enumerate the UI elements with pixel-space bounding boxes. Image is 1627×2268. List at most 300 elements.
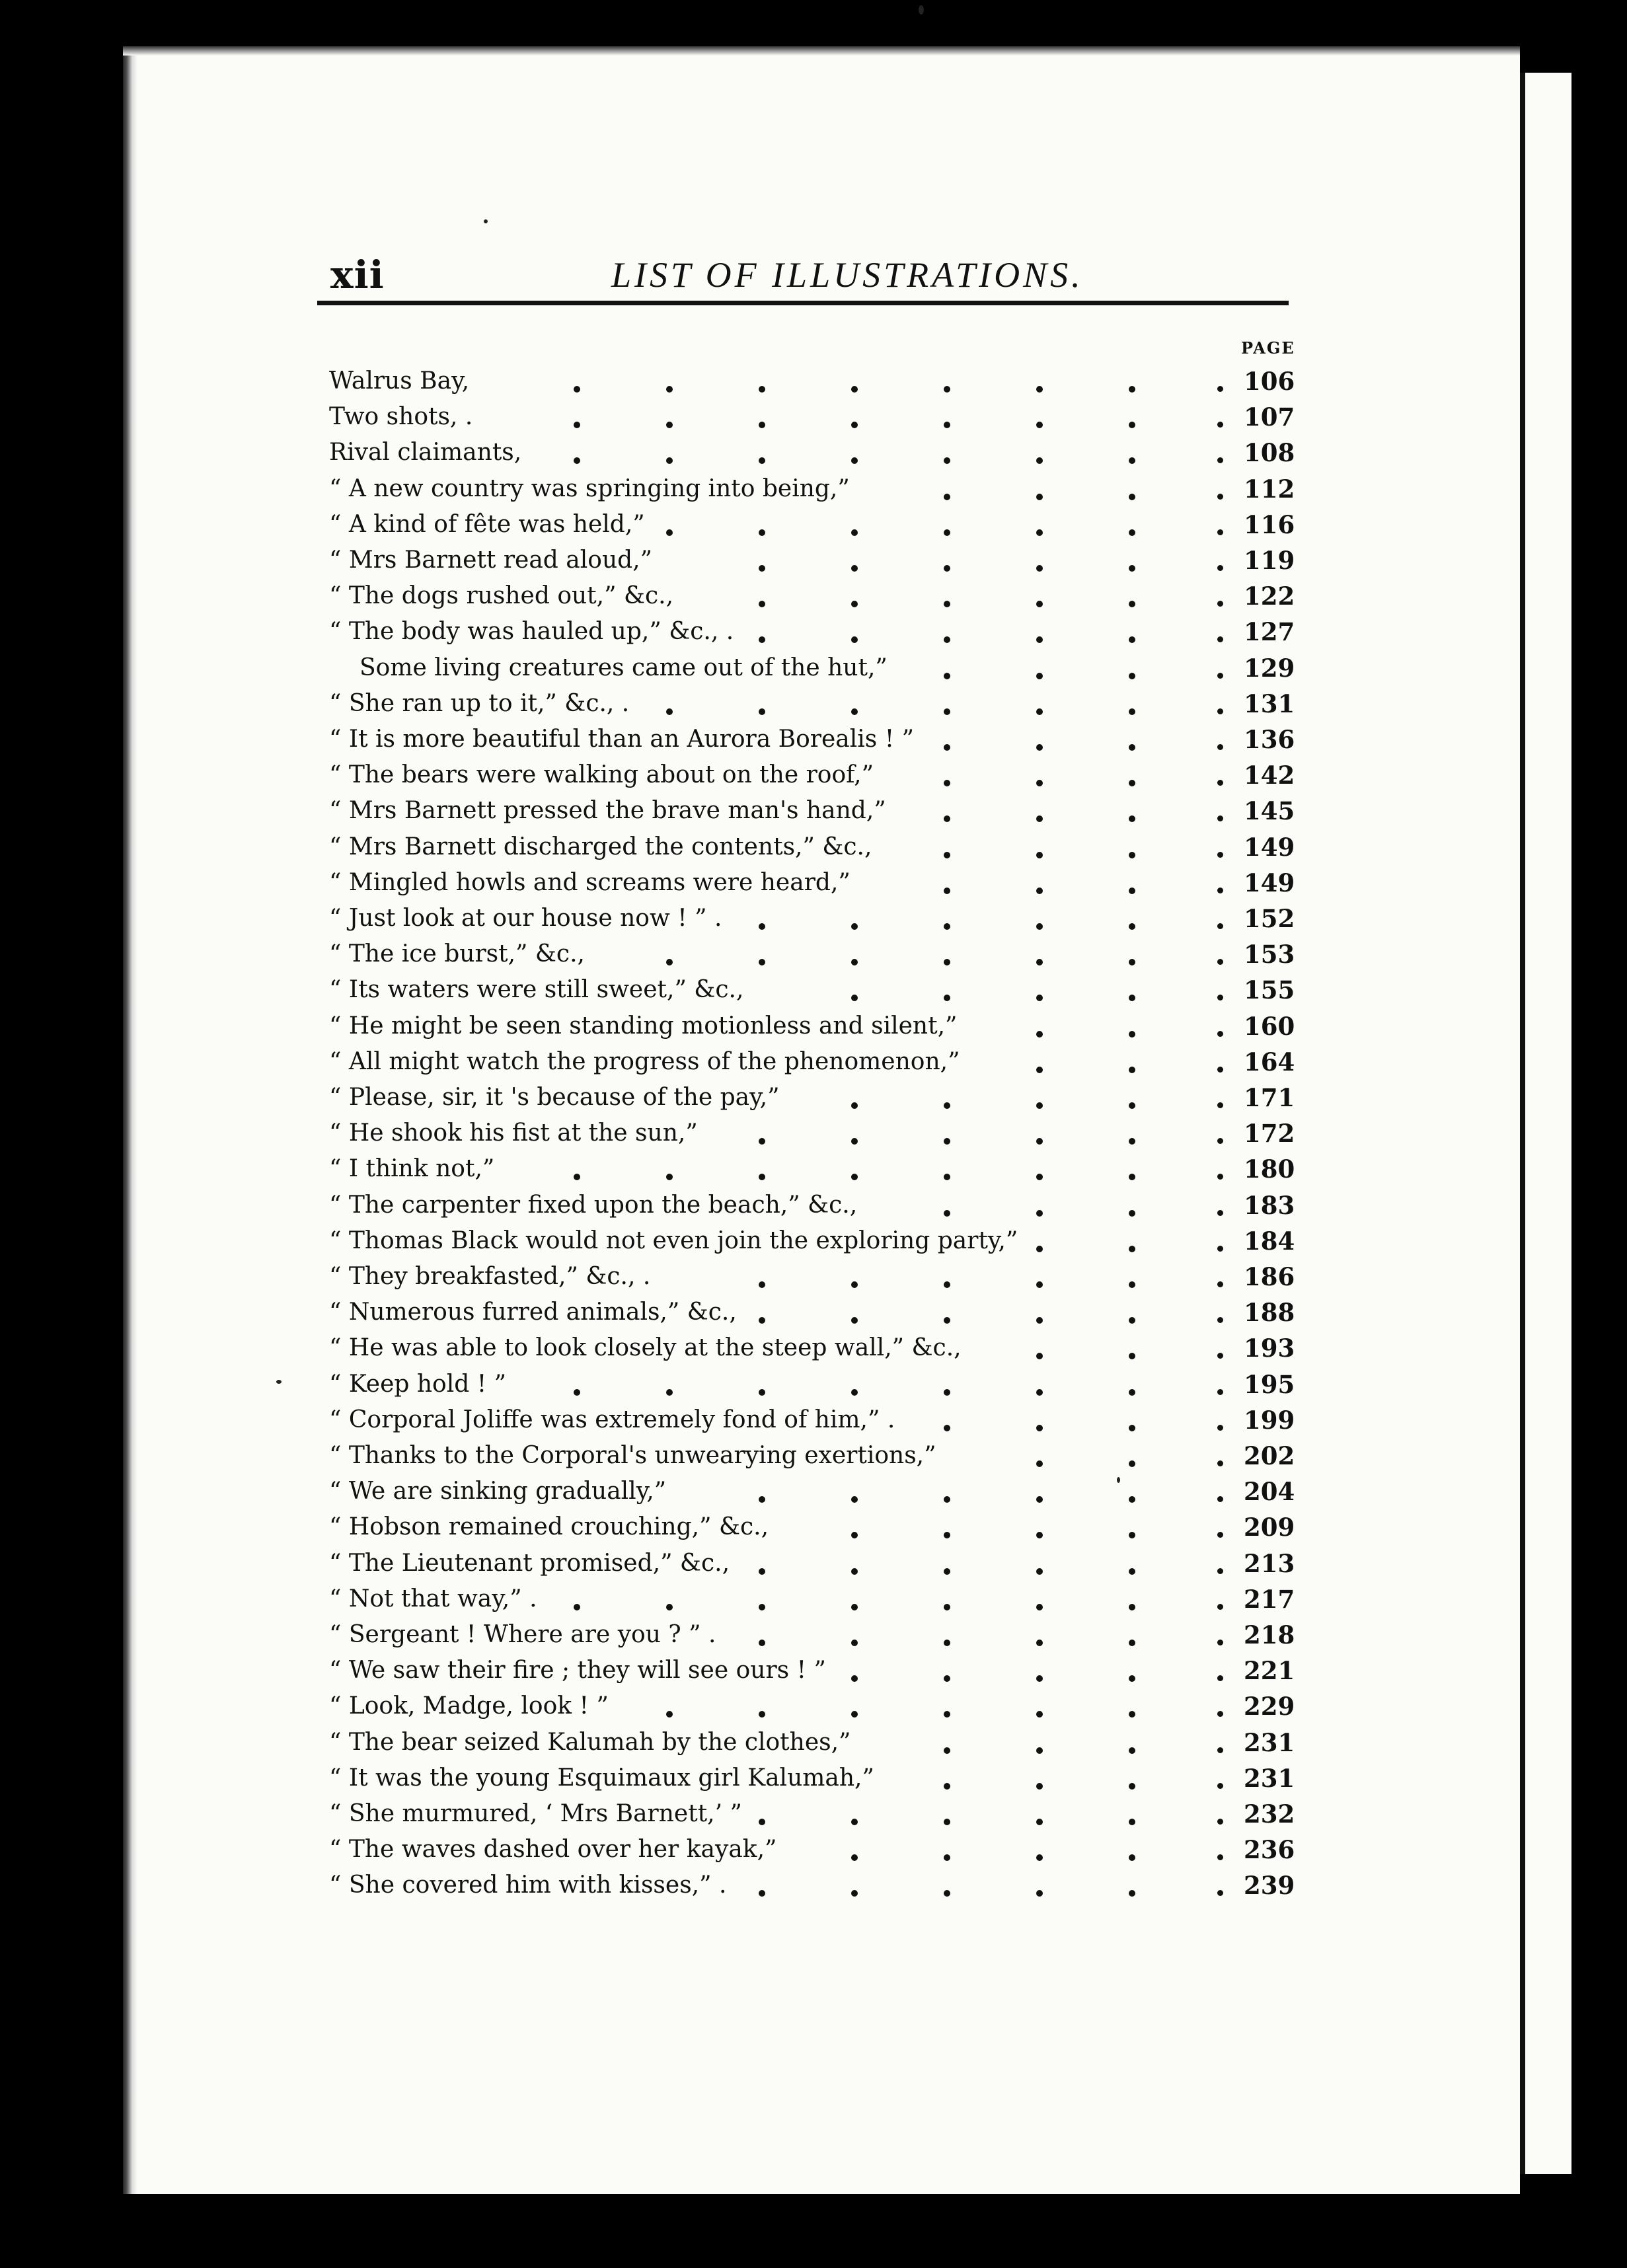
leader-dot — [666, 422, 673, 428]
leader-dot — [574, 386, 580, 393]
leader-dot — [759, 1640, 765, 1646]
illustration-entry — [0, 901, 1627, 936]
leader-dot — [1129, 386, 1135, 393]
leader-dot — [1036, 1890, 1043, 1897]
entry-caption: “ It is more beautiful than an Aurora Borealis ! ” — [329, 726, 915, 753]
leader-dot — [759, 601, 765, 607]
leader-dot — [1036, 601, 1043, 607]
leader-dot — [851, 1568, 858, 1575]
entry-caption: “ The Lieutenant promised,” &c., — [329, 1549, 730, 1577]
leader-dot — [944, 815, 950, 822]
leader-dot — [574, 457, 580, 464]
illustration-entry — [0, 1688, 1627, 1724]
leader-dot — [851, 1389, 858, 1396]
illustration-entry — [0, 1617, 1627, 1653]
leader-dot — [1036, 1031, 1043, 1038]
leader-dot — [1036, 673, 1043, 679]
entry-caption: “ The body was hauled up,” &c., . — [329, 618, 734, 646]
leader-dot — [944, 1747, 950, 1754]
leader-dot — [1129, 959, 1135, 965]
leader-dot — [759, 386, 765, 393]
leader-dot — [1129, 1174, 1135, 1180]
leader-dot — [1129, 1819, 1135, 1825]
leader-dot — [1129, 1389, 1135, 1396]
illustration-entry — [0, 1402, 1627, 1438]
entry-page-number: 131 — [1244, 686, 1295, 722]
leader-dot — [1036, 888, 1043, 894]
leader-dot — [1129, 1568, 1135, 1575]
leader-dot — [851, 1281, 858, 1288]
illustration-entry — [0, 1115, 1627, 1151]
leader-dot — [1129, 1675, 1135, 1682]
leader-dot — [944, 565, 950, 572]
leader-dot — [851, 923, 858, 930]
leader-dot — [944, 636, 950, 643]
leader-dot — [944, 995, 950, 1001]
leader-dot — [574, 1389, 580, 1396]
illustration-entry — [0, 1008, 1627, 1044]
entry-caption: “ Not that way,” . — [329, 1585, 537, 1612]
leader-dot — [851, 1819, 858, 1825]
entry-caption: “ Hobson remained crouching,” &c., — [329, 1513, 769, 1541]
illustration-entry — [0, 399, 1627, 435]
illustration-entry — [0, 471, 1627, 507]
leader-dot — [1036, 1317, 1043, 1324]
leader-dot — [666, 1389, 673, 1396]
leader-dot — [944, 422, 950, 428]
leader-dot — [851, 529, 858, 536]
illustration-entry — [0, 1546, 1627, 1581]
leader-dot — [1036, 1604, 1043, 1610]
entry-caption: Rival claimants, — [329, 439, 522, 467]
illustration-entry — [0, 865, 1627, 901]
entry-caption: “ She murmured, ‘ Mrs Barnett,’ ” — [329, 1800, 742, 1827]
entry-caption: “ Sergeant ! Where are you ? ” . — [329, 1621, 716, 1648]
entry-caption: “ They breakfasted,” &c., . — [329, 1263, 651, 1290]
leader-dot — [944, 1425, 950, 1431]
illustration-entry — [0, 1474, 1627, 1509]
entry-page-number: 149 — [1244, 829, 1295, 865]
illustration-entry — [0, 507, 1627, 543]
illustration-entry — [0, 1760, 1627, 1796]
leader-dot — [1036, 744, 1043, 751]
entry-caption: Some living creatures came out of the hut,” — [359, 654, 888, 681]
leader-dot — [1036, 1675, 1043, 1682]
leader-dot — [1129, 636, 1135, 643]
entry-caption: “ Its waters were still sweet,” &c., — [329, 976, 744, 1004]
leader-dot — [851, 1711, 858, 1718]
leader-dot — [574, 1604, 580, 1610]
leader-dot — [1036, 780, 1043, 786]
leader-dot — [851, 1854, 858, 1861]
leader-dot — [759, 1317, 765, 1324]
entry-page-number: 229 — [1244, 1688, 1295, 1724]
leader-dot — [1036, 1496, 1043, 1503]
leader-dot — [1036, 852, 1043, 858]
leader-dot — [944, 494, 950, 500]
illustration-entry — [0, 1151, 1627, 1187]
entry-page-number: 209 — [1244, 1509, 1295, 1545]
leader-dot — [1129, 815, 1135, 822]
entry-page-number: 188 — [1244, 1295, 1295, 1330]
leader-dot — [1129, 673, 1135, 679]
illustration-entry — [0, 578, 1627, 614]
leader-dot — [851, 1496, 858, 1503]
leader-dot — [1036, 1568, 1043, 1575]
leader-dot — [1036, 1210, 1043, 1217]
leader-dot — [1036, 1246, 1043, 1252]
entry-page-number: 149 — [1244, 865, 1295, 901]
leader-dot — [944, 601, 950, 607]
leader-dot — [1036, 1711, 1043, 1718]
leader-dot — [851, 1174, 858, 1180]
leader-dot — [1036, 1174, 1043, 1180]
leader-dot — [759, 1281, 765, 1288]
leader-dot — [944, 1640, 950, 1646]
leader-dot — [1036, 1747, 1043, 1754]
leader-dot — [666, 1711, 673, 1718]
entry-caption: “ Just look at our house now ! ” . — [329, 905, 722, 932]
entry-page-number: 153 — [1244, 936, 1295, 972]
leader-dot — [1129, 923, 1135, 930]
illustration-entry — [0, 1223, 1627, 1259]
leader-dot — [1129, 1854, 1135, 1861]
illustration-entry — [0, 614, 1627, 650]
leader-dot — [1129, 422, 1135, 428]
illustration-entry — [0, 1188, 1627, 1223]
illustration-entry — [0, 1330, 1627, 1366]
illustration-entry — [0, 686, 1627, 722]
leader-dot — [1129, 1210, 1135, 1217]
leader-dot — [944, 1496, 950, 1503]
leader-dot — [1036, 565, 1043, 572]
leader-dot — [1129, 1890, 1135, 1897]
illustration-entry — [0, 1868, 1627, 1903]
leader-dot — [851, 708, 858, 715]
leader-dot — [759, 1711, 765, 1718]
entry-caption: “ He might be seen standing motionless and silent,” — [329, 1012, 958, 1040]
entry-page-number: 155 — [1244, 972, 1295, 1008]
entry-caption: “ We are sinking gradually,” — [329, 1478, 667, 1505]
entry-caption: Walrus Bay, — [329, 367, 470, 395]
entry-caption: “ He shook his fist at the sun,” — [329, 1119, 698, 1147]
leader-dot — [1036, 1281, 1043, 1288]
illustration-entry — [0, 722, 1627, 757]
leader-dot — [1129, 1317, 1135, 1324]
entry-page-number: 186 — [1244, 1259, 1295, 1295]
leader-dot — [851, 386, 858, 393]
leader-dot — [1129, 1102, 1135, 1109]
illustration-entry — [0, 1044, 1627, 1080]
entry-caption: “ She ran up to it,” &c., . — [329, 689, 630, 717]
entry-page-number: 180 — [1244, 1151, 1295, 1187]
leader-dot — [759, 1819, 765, 1825]
leader-dot — [944, 1711, 950, 1718]
leader-dot — [944, 386, 950, 393]
entry-page-number: 172 — [1244, 1115, 1295, 1151]
leader-dot — [1129, 1711, 1135, 1718]
illustration-entry — [0, 435, 1627, 471]
entry-caption: “ Please, sir, it 's because of the pay,” — [329, 1084, 780, 1111]
leader-dot — [1129, 1067, 1135, 1073]
leader-dot — [759, 1138, 765, 1145]
leader-dot — [1129, 1604, 1135, 1610]
leader-dot — [759, 1890, 765, 1897]
entry-caption: “ A new country was springing into being,” — [329, 474, 850, 502]
leader-dot — [1129, 1246, 1135, 1252]
entry-page-number: 107 — [1244, 399, 1295, 435]
entry-caption: “ He was able to look closely at the steep wall,” &c., — [329, 1334, 962, 1362]
entry-page-number: 231 — [1244, 1725, 1295, 1760]
entry-caption: “ Keep hold ! ” — [329, 1370, 507, 1398]
entry-page-number: 152 — [1244, 901, 1295, 936]
leader-dot — [666, 959, 673, 965]
leader-dot — [851, 457, 858, 464]
leader-dot — [759, 1604, 765, 1610]
leader-dot — [1129, 529, 1135, 536]
leader-dot — [759, 1174, 765, 1180]
entry-page-number: 232 — [1244, 1796, 1295, 1832]
leader-dot — [944, 1854, 950, 1861]
leader-dot — [1129, 780, 1135, 786]
leader-dot — [1036, 494, 1043, 500]
leader-dot — [1129, 1353, 1135, 1359]
illustration-entry — [0, 936, 1627, 972]
entry-caption: “ Mrs Barnett pressed the brave man's hand,” — [329, 797, 886, 825]
leader-dot — [1036, 1067, 1043, 1073]
illustration-entry — [0, 1259, 1627, 1295]
entry-caption: “ The dogs rushed out,” &c., — [329, 582, 674, 610]
scan-speck — [919, 5, 924, 15]
leader-dot — [1129, 1031, 1135, 1038]
entry-caption: “ It was the young Esquimaux girl Kalumah,” — [329, 1764, 874, 1792]
leader-dot — [759, 923, 765, 930]
leader-dot — [851, 1102, 858, 1109]
entry-page-number: 213 — [1244, 1546, 1295, 1581]
leader-dot — [1129, 852, 1135, 858]
leader-dot — [851, 1532, 858, 1538]
entry-page-number: 106 — [1244, 363, 1295, 399]
illustration-entry — [0, 1367, 1627, 1402]
leader-dot — [759, 529, 765, 536]
entry-caption: “ A kind of fête was held,” — [329, 510, 645, 538]
leader-dot — [944, 780, 950, 786]
leader-dot — [1036, 995, 1043, 1001]
leader-dot — [1129, 1640, 1135, 1646]
entry-caption: “ Look, Madge, look ! ” — [329, 1692, 609, 1720]
leader-dot — [1129, 1138, 1135, 1145]
leader-dot — [1036, 636, 1043, 643]
entry-page-number: 164 — [1244, 1044, 1295, 1080]
entry-page-number: 119 — [1244, 543, 1295, 578]
leader-dot — [1036, 1854, 1043, 1861]
leader-dot — [574, 1174, 580, 1180]
leader-dot — [944, 1138, 950, 1145]
leader-dot — [666, 386, 673, 393]
entry-page-number: 129 — [1244, 650, 1295, 686]
leader-dot — [1036, 923, 1043, 930]
leader-dot — [1036, 1783, 1043, 1790]
entry-caption: “ We saw their fire ; they will see ours ! ” — [329, 1657, 826, 1684]
leader-dot — [1129, 1281, 1135, 1288]
page-folio: xii — [330, 252, 385, 297]
entry-caption: “ Mrs Barnett read aloud,” — [329, 547, 653, 574]
illustration-entry — [0, 1581, 1627, 1617]
entry-page-number: 204 — [1244, 1474, 1295, 1509]
leader-dot — [1129, 565, 1135, 572]
leader-dot — [944, 1783, 950, 1790]
leader-dot — [759, 959, 765, 965]
leader-dot — [1036, 1138, 1043, 1145]
scan-speck — [1117, 1477, 1120, 1483]
leader-dot — [759, 565, 765, 572]
scan-speck — [276, 1380, 282, 1384]
leader-dot — [666, 457, 673, 464]
leader-dot — [944, 1102, 950, 1109]
entry-caption: “ She covered him with kisses,” . — [329, 1871, 727, 1899]
leader-dot — [944, 1174, 950, 1180]
leader-dot — [851, 1675, 858, 1682]
leader-dot — [851, 565, 858, 572]
entry-page-number: 183 — [1244, 1188, 1295, 1223]
leader-dot — [1036, 1819, 1043, 1825]
entry-page-number: 136 — [1244, 722, 1295, 757]
illustration-entry — [0, 1509, 1627, 1545]
leader-dot — [1129, 1425, 1135, 1431]
entry-caption: “ Numerous furred animals,” &c., — [329, 1299, 737, 1326]
illustration-entry — [0, 1725, 1627, 1760]
leader-dot — [1036, 708, 1043, 715]
leader-dot — [1036, 815, 1043, 822]
leader-dot — [1036, 1353, 1043, 1359]
leader-dot — [944, 457, 950, 464]
entry-page-number: 160 — [1244, 1008, 1295, 1044]
leader-dot — [759, 1568, 765, 1575]
leader-dot — [1129, 601, 1135, 607]
leader-dot — [944, 1389, 950, 1396]
illustration-entry — [0, 757, 1627, 793]
leader-dot — [1036, 457, 1043, 464]
leader-dot — [759, 1496, 765, 1503]
leader-dot — [944, 852, 950, 858]
entry-caption: Two shots, . — [329, 403, 473, 431]
leader-dot — [944, 1604, 950, 1610]
entry-page-number: 184 — [1244, 1223, 1295, 1259]
leader-dot — [1129, 457, 1135, 464]
entry-page-number: 127 — [1244, 614, 1295, 650]
leader-dot — [1036, 1389, 1043, 1396]
running-head — [0, 0, 1627, 304]
illustration-entry — [0, 363, 1627, 399]
leader-dot — [1129, 708, 1135, 715]
leader-dot — [944, 1317, 950, 1324]
entry-caption: “ The waves dashed over her kayak,” — [329, 1836, 777, 1864]
leader-dot — [944, 1890, 950, 1897]
leader-dot — [851, 636, 858, 643]
leader-dot — [944, 1675, 950, 1682]
entry-page-number: 142 — [1244, 757, 1295, 793]
leader-dot — [1036, 1425, 1043, 1431]
leader-dot — [851, 1317, 858, 1324]
leader-dot — [944, 1281, 950, 1288]
illustration-entry — [0, 1080, 1627, 1115]
entry-page-number: 108 — [1244, 435, 1295, 471]
leader-dot — [944, 1819, 950, 1825]
illustration-entry — [0, 1653, 1627, 1688]
leader-dot — [944, 959, 950, 965]
illustration-entry — [0, 793, 1627, 829]
entry-page-number: 122 — [1244, 578, 1295, 614]
leader-dot — [1036, 1102, 1043, 1109]
illustration-entry — [0, 1796, 1627, 1832]
leader-dot — [759, 636, 765, 643]
entry-caption: “ All might watch the progress of the phenomenon,” — [329, 1047, 960, 1075]
illustration-entry — [0, 1832, 1627, 1868]
leader-dot — [1129, 1532, 1135, 1538]
leader-dot — [759, 708, 765, 715]
entry-caption: “ Mrs Barnett discharged the contents,” &c., — [329, 833, 872, 860]
leader-dot — [1036, 1460, 1043, 1467]
illustration-entry — [0, 1295, 1627, 1330]
leader-dot — [666, 529, 673, 536]
entry-caption: “ The bear seized Kalumah by the clothes,” — [329, 1728, 851, 1756]
leader-dot — [851, 1138, 858, 1145]
entry-caption: “ Mingled howls and screams were heard,” — [329, 868, 851, 896]
entry-page-number: 221 — [1244, 1653, 1295, 1688]
leader-dot — [574, 422, 580, 428]
entry-page-number: 236 — [1244, 1832, 1295, 1868]
entry-caption: “ The ice burst,” &c., — [329, 940, 585, 968]
leader-dot — [851, 422, 858, 428]
entry-page-number: 116 — [1244, 507, 1295, 543]
leader-dot — [1129, 888, 1135, 894]
leader-dot — [851, 959, 858, 965]
entry-page-number: 202 — [1244, 1438, 1295, 1474]
leader-dot — [1129, 1747, 1135, 1754]
entry-caption: “ The carpenter fixed upon the beach,” &c., — [329, 1191, 858, 1219]
illustration-entry — [0, 543, 1627, 578]
leader-dot — [851, 1640, 858, 1646]
leader-dot — [944, 744, 950, 751]
entry-caption: “ Thanks to the Corporal's unwearying exertions,” — [329, 1442, 936, 1469]
leader-dot — [1036, 959, 1043, 965]
entry-page-number: 239 — [1244, 1868, 1295, 1903]
leader-dot — [851, 601, 858, 607]
leader-dot — [1129, 494, 1135, 500]
leader-dot — [1129, 1496, 1135, 1503]
leader-dot — [1036, 1640, 1043, 1646]
page-column-header: PAGE — [1241, 338, 1295, 358]
scan-speck — [484, 219, 488, 223]
entry-page-number: 231 — [1244, 1760, 1295, 1796]
leader-dot — [944, 708, 950, 715]
entry-caption: “ The bears were walking about on the roof,” — [329, 761, 874, 789]
leader-dot — [666, 1174, 673, 1180]
leader-dot — [851, 995, 858, 1001]
leader-dot — [1036, 529, 1043, 536]
running-title: LIST OF ILLUSTRATIONS. — [611, 255, 1084, 295]
leader-dot — [944, 1210, 950, 1217]
leader-dot — [944, 529, 950, 536]
illustration-entry — [0, 650, 1627, 686]
entry-page-number: 199 — [1244, 1402, 1295, 1438]
leader-dot — [944, 888, 950, 894]
leader-dot — [759, 422, 765, 428]
leader-dot — [759, 1389, 765, 1396]
leader-dot — [944, 1532, 950, 1538]
entry-page-number: 171 — [1244, 1080, 1295, 1115]
leader-dot — [1036, 1532, 1043, 1538]
